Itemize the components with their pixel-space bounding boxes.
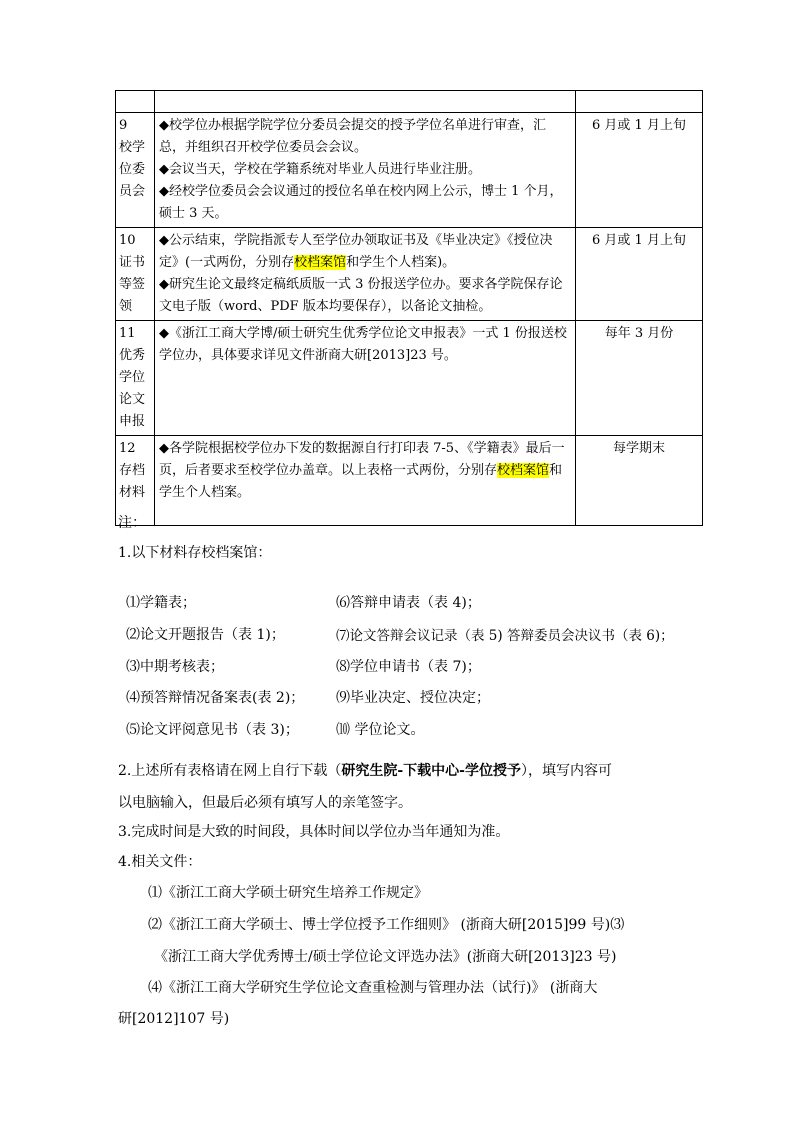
material-item: ⑻学位申请书（表 7)； [336,659,481,675]
step-content-item [159,438,571,504]
table-row [116,113,703,228]
step-content-cell [155,113,576,228]
step-label-line: 论文 [119,392,146,407]
step-label-line: 校学 [119,140,146,155]
process-table [115,90,703,526]
step-number: 11 [119,326,136,341]
step-content-item: ◆《浙江工商大学博/硕士研究生优秀学位论文申报表》一式 1 份报送校学位办，具体要求详见文件浙商大研[2013]23 号。 [159,326,567,363]
table-cell-empty [155,91,576,113]
step-label-line: 位委 [119,162,146,177]
material-item: ⑴学籍表； [126,595,196,611]
material-item: ⑸论文评阅意见书（表 3)； [126,722,299,738]
step-label-line: 员会 [119,184,146,199]
step-label-cell [116,113,155,228]
table-row-empty [116,91,703,113]
highlighted-text: 校档案馆 [497,463,550,478]
step-label-line: 优秀 [119,348,146,363]
content-text: 和学生个人档案)。 [346,255,456,270]
step-content-cell [155,436,576,526]
content-text: 和学生个人档案。 [159,463,563,500]
related-file: ⑷《浙江工商大学研究生学位论文查重检测与管理办法（试行)》 (浙商大 [148,980,598,996]
related-file: 研[2012]107 号) [118,1011,230,1027]
material-item: ⑷预答辩情况备案表(表 2)； [126,690,305,706]
step-content-item: ◆经校学位委员会会议通过的授位名单在校内网上公示，博士 1 个月，硕士 3 天。 [159,184,563,221]
step-number: 10 [119,233,136,248]
step-label-line: 申报 [119,414,146,429]
step-label-line: 学位 [119,370,146,385]
table-row [116,321,703,436]
related-file: ⑴《浙江工商大学硕士研究生培养工作规定》 [148,885,428,901]
step-label-line: 存档 [119,463,146,478]
note-item-1: 1.以下材料存校档案馆： [118,545,272,561]
step-time-cell: 每学期末 [576,436,703,526]
step-content-cell [155,228,576,321]
highlighted-text: 校档案馆 [294,255,347,270]
notes-heading: 注： [118,515,146,531]
step-time-cell: 每年 3 月份 [576,321,703,436]
step-content-item: ◆会议当天，学校在学籍系统对毕业人员进行毕业注册。 [159,162,481,177]
table-cell-empty [116,91,155,113]
material-item: ⑽ 学位论文。 [336,722,425,738]
content-text: ◆各学院根据校学位办下发的数据源自行打印表 7-5、《学籍表》最后一页，后者要求至校学位办盖章。以上表格一式两份，分别存 [159,441,565,478]
step-label-cell [116,321,155,436]
step-label-line: 领 [119,299,133,314]
related-file: 《浙江工商大学优秀博士/硕士学位论文评选办法》(浙商大研[2013]23 号) [154,949,617,965]
step-time-cell: 6 月或 1 月上旬 [576,113,703,228]
content-text: ◆公示结束，学院指派专人至学位办领取证书及《毕业决定》《授位决定》(一式两份，分别存 [159,233,553,270]
material-item: ⑼毕业决定、授位决定； [336,690,490,706]
step-content-item [159,230,571,274]
material-item: ⑹答辩申请表（表 4)； [336,595,481,611]
table-cell-empty [576,91,703,113]
material-item: ⑺论文答辩会议记录（表 5) 答辩委员会决议书（表 6)； [336,628,674,644]
step-label-line: 证书 [119,255,146,270]
table-row [116,436,703,526]
note-item-2-cont: 以电脑输入，但最后必须有填写人的亲笔签字。 [118,795,412,811]
note-item-4: 4.相关文件： [118,854,202,870]
note-text: ），填写内容可 [520,763,612,779]
material-item: ⑶中期考核表； [126,659,224,675]
step-label-cell [116,228,155,321]
note-text: 2.上述所有表格请在网上自行下载（ [118,763,342,779]
step-content-cell [155,321,576,436]
step-label-line: 等签 [119,277,146,292]
step-number: 9 [119,118,128,133]
material-item: ⑵论文开题报告（表 1)； [126,627,285,643]
step-content-item: ◆校学位办根据学院学位分委员会提交的授予学位名单进行审查，汇总，并组织召开校学位委员会会议。 [159,118,546,155]
step-number: 12 [119,441,136,456]
related-file: ⑵《浙江工商大学硕士、博士学位授予工作细则》 (浙商大研[2015]99 号)⑶ [148,917,625,933]
step-content-item: ◆研究生论文最终定稿纸质版一式 3 份报送学位办。要求各学院保存论文电子版（word、PDF 版本均要保存），以备论文抽检。 [159,277,563,314]
step-label-line: 材料 [119,485,146,500]
note-item-2 [118,760,612,780]
note-item-3: 3.完成时间是大致的时间段，具体时间以学位办当年通知为准。 [118,824,510,840]
step-time-cell: 6 月或 1 月上旬 [576,228,703,321]
table-row [116,228,703,321]
download-path: 研究生院-下载中心-学位授予 [341,763,521,779]
